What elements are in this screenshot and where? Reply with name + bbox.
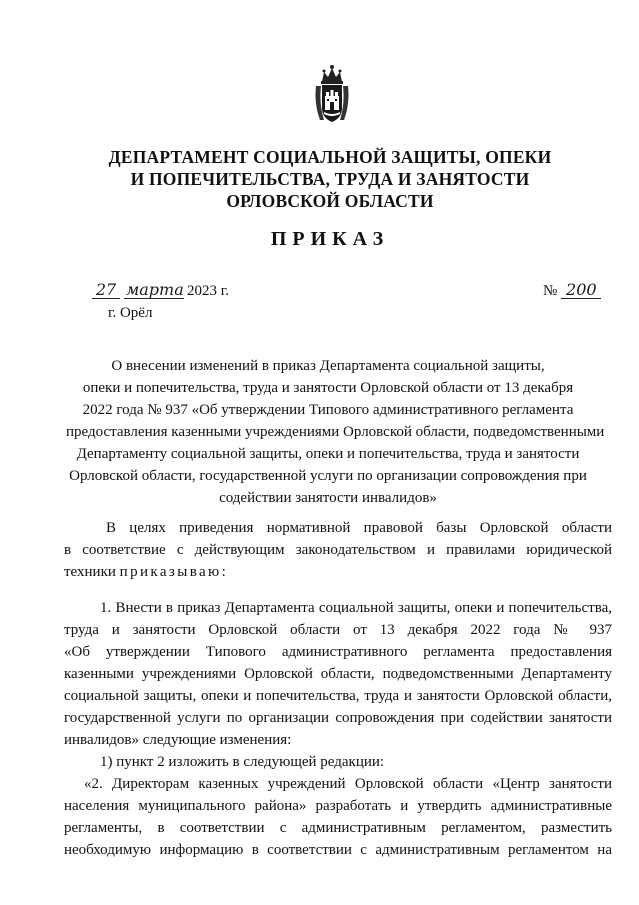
preamble-line <box>64 561 612 583</box>
document-city: г. Орёл <box>108 305 153 321</box>
subject-line: О внесении изменений в приказ Департамента социальной защиты, <box>111 358 545 374</box>
department-name-line: ОРЛОВСКОЙ ОБЛАСТИ <box>226 191 434 211</box>
paragraph-1 <box>64 597 612 773</box>
paragraph-line: казенными учреждениями Орловской области, подведомственными Департаменту <box>64 666 612 682</box>
handwritten-month: марта <box>126 280 184 299</box>
document-subject <box>66 355 605 509</box>
subject-line: опеки и попечительства, труда и занятости Орловской области от 13 декабря <box>82 380 574 396</box>
department-name-line: ДЕПАРТАМЕНТ СОЦИАЛЬНОЙ ЗАЩИТЫ, ОПЕКИ <box>108 147 552 167</box>
order-word-spaced: приказываю: <box>119 564 229 580</box>
handwritten-number: 200 <box>561 282 601 299</box>
subject-line: 2022 года № 937 «Об утверждении Типового административного регламента <box>82 402 574 418</box>
orel-coat-of-arms-icon <box>312 62 352 124</box>
preamble-line: В целях приведения нормативной правовой базы Орловской области <box>106 520 612 536</box>
subject-line: предоставления казенными учреждениями Орловской области, подведомственными <box>66 424 605 440</box>
document-type-title: ПРИКАЗ <box>270 228 390 250</box>
paragraph-line: «Об утверждении Типового административного регламента предоставления <box>64 644 612 660</box>
quote-line: регламенты, в соответствии с административным регламентом, разместить <box>64 820 612 836</box>
handwritten-day: 27 <box>92 282 120 299</box>
document-number <box>543 282 601 300</box>
quoted-clause <box>64 773 612 861</box>
paragraph-line: социальной защиты, опеки и попечительства, труда и занятости Орловской области, <box>64 688 612 704</box>
subitem-line: 1) пункт 2 изложить в следующей редакции: <box>100 754 385 770</box>
subject-line: Орловской области, государственной услуги по организации сопровождения при <box>69 468 587 484</box>
date-year: 2023 г. <box>187 283 229 299</box>
quote-line: необходимую информацию в соответствии с административным регламентом на <box>64 842 612 858</box>
department-name <box>60 146 600 212</box>
subject-line: Департаменту социальной защиты, опеки и попечительства, труда и занятости <box>76 446 580 462</box>
quote-line: населения муниципального района» разработать и утвердить административные <box>64 798 612 814</box>
number-sign: № <box>543 283 558 299</box>
subject-line: содействии занятости инвалидов» <box>219 490 437 506</box>
preamble <box>64 517 612 583</box>
paragraph-line: труда и занятости Орловской области от 13 декабря 2022 года № 937 <box>64 622 612 638</box>
preamble-line: в соответствие с действующим законодательством и правилами юридической <box>64 542 612 558</box>
department-name-line: И ПОПЕЧИТЕЛЬСТВА, ТРУДА И ЗАНЯТОСТИ <box>130 169 530 189</box>
quote-line: «2. Директорам казенных учреждений Орловской области «Центр занятости <box>84 776 612 792</box>
paragraph-line: 1. Внести в приказ Департамента социальной защиты, опеки и попечительства, <box>100 600 612 616</box>
document-date <box>92 282 229 300</box>
paragraph-line: инвалидов» следующие изменения: <box>64 732 292 748</box>
preamble-word: техники <box>64 564 116 580</box>
paragraph-line: государственной услуги по организации сопровождения при содействии занятости <box>64 710 612 726</box>
